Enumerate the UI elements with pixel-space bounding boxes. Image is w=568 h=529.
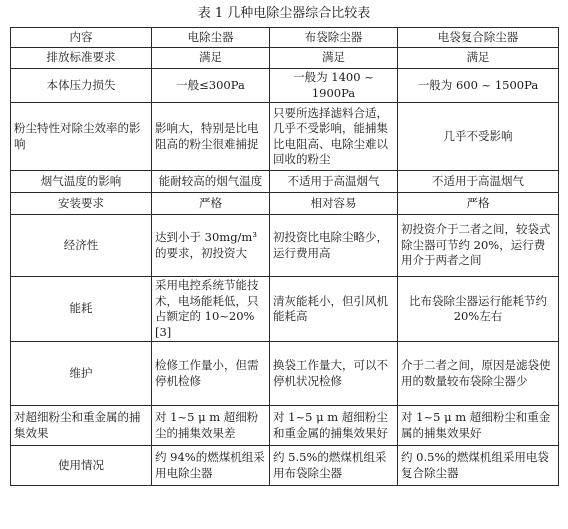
cell-bag: 一般为 1400 ~ 1900Pa bbox=[270, 69, 398, 103]
cell-bag: 满足 bbox=[270, 48, 398, 69]
cell-esp: 检修工作量小，但需停机检修 bbox=[152, 342, 270, 406]
cell-esp: 对 1~5 μ m 超细粉尘的捕集效果差 bbox=[152, 406, 270, 446]
cell-esp: 能耐较高的烟气温度 bbox=[152, 171, 270, 193]
table-row bbox=[11, 406, 559, 446]
cell-hybrid: 约 0.5%的燃煤机组采用电袋复合除尘器 bbox=[398, 446, 559, 486]
cell-hybrid: 介于二者之间，原因是滤袋使用的数量较布袋除尘器少 bbox=[398, 342, 559, 406]
header-cell-bag: 布袋除尘器 bbox=[270, 28, 398, 48]
row-label: 经济性 bbox=[11, 215, 152, 277]
header-cell-hybrid: 电袋复合除尘器 bbox=[398, 28, 559, 48]
header-cell-content: 内容 bbox=[11, 28, 152, 48]
table-row bbox=[11, 446, 559, 486]
cell-esp: 严格 bbox=[152, 193, 270, 215]
cell-bag: 换袋工作量大，可以不停机状况检修 bbox=[270, 342, 398, 406]
cell-hybrid: 初投资介于二者之间，较袋式除尘器可节约 20%，运行费用介于两者之间 bbox=[398, 215, 559, 277]
table-row bbox=[11, 193, 559, 215]
cell-esp: 约 94%的燃煤机组采用电除尘器 bbox=[152, 446, 270, 486]
table-row bbox=[11, 103, 559, 171]
cell-esp: 采用电控系统节能技术，电场能耗低，只占额定的 10~20% [3] bbox=[152, 277, 270, 342]
row-label: 安装要求 bbox=[11, 193, 152, 215]
header-row bbox=[11, 28, 559, 48]
comparison-table bbox=[10, 27, 559, 486]
table-row bbox=[11, 69, 559, 103]
table-row bbox=[11, 215, 559, 277]
cell-bag: 只要所选择滤料合适，几乎不受影响，能捕集比电阻高、电除尘难以回收的粉尘 bbox=[270, 103, 398, 171]
row-label: 对超细粉尘和重金属的捕集效果 bbox=[11, 406, 152, 446]
table-row bbox=[11, 171, 559, 193]
cell-hybrid: 一般为 600 ~ 1500Pa bbox=[398, 69, 559, 103]
row-label: 烟气温度的影响 bbox=[11, 171, 152, 193]
cell-bag: 清灰能耗小，但引风机能耗高 bbox=[270, 277, 398, 342]
table-title: 表 1 几种电除尘器综合比较表 bbox=[197, 6, 371, 21]
cell-esp: 达到小于 30mg/m³的要求，初投资大 bbox=[152, 215, 270, 277]
row-label: 维护 bbox=[11, 342, 152, 406]
cell-bag: 相对容易 bbox=[270, 193, 398, 215]
cell-hybrid: 严格 bbox=[398, 193, 559, 215]
row-label: 能耗 bbox=[11, 277, 152, 342]
cell-esp: 影响大，特别是比电阻高的粉尘很难捕捉 bbox=[152, 103, 270, 171]
header-cell-esp: 电除尘器 bbox=[152, 28, 270, 48]
row-label: 粉尘特性对除尘效率的影响 bbox=[11, 103, 152, 171]
cell-hybrid: 不适用于高温烟气 bbox=[398, 171, 559, 193]
row-label: 排放标准要求 bbox=[11, 48, 152, 69]
row-label: 使用情况 bbox=[11, 446, 152, 486]
cell-hybrid: 比布袋除尘器运行能耗节约 20%左右 bbox=[398, 277, 559, 342]
cell-bag: 约 5.5%的燃煤机组采用布袋除尘器 bbox=[270, 446, 398, 486]
cell-esp: 一般≤300Pa bbox=[152, 69, 270, 103]
row-label: 本体压力损失 bbox=[11, 69, 152, 103]
cell-hybrid: 几乎不受影响 bbox=[398, 103, 559, 171]
cell-bag: 对 1~5 μ m 超细粉尘和重金属的捕集效果好 bbox=[270, 406, 398, 446]
cell-hybrid: 满足 bbox=[398, 48, 559, 69]
table-row bbox=[11, 277, 559, 342]
cell-bag: 不适用于高温烟气 bbox=[270, 171, 398, 193]
table-row bbox=[11, 48, 559, 69]
table-row bbox=[11, 342, 559, 406]
cell-bag: 初投资比电除尘略少，运行费用高 bbox=[270, 215, 398, 277]
cell-esp: 满足 bbox=[152, 48, 270, 69]
cell-hybrid: 对 1~5 μ m 超细粉尘和重金属的捕集效果好 bbox=[398, 406, 559, 446]
